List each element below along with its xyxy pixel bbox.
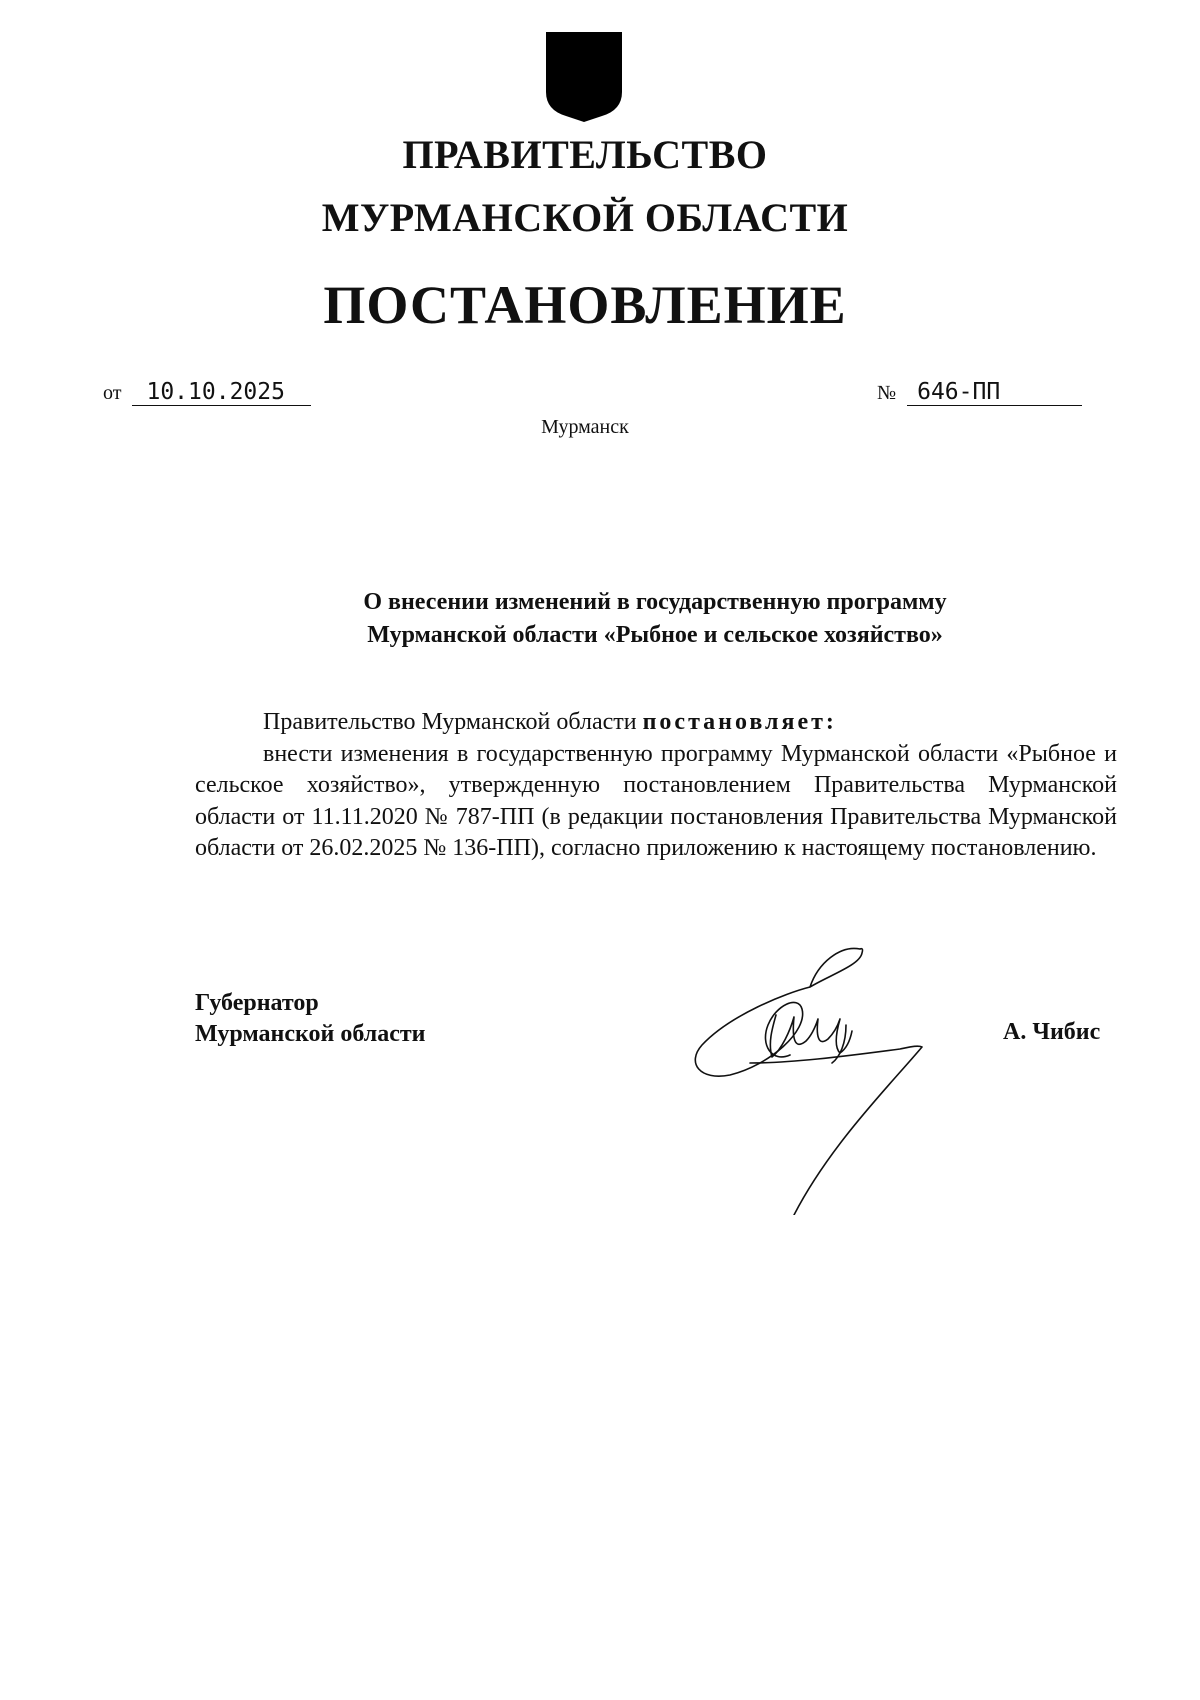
- number-row: [877, 380, 1082, 406]
- handwritten-signature: [690, 945, 950, 1215]
- coat-of-arms-icon: [542, 30, 626, 124]
- date-prefix: от: [103, 382, 122, 404]
- intro-text: Правительство Мурманской области: [263, 709, 643, 735]
- intro-paragraph: [195, 707, 1117, 739]
- signatory-title-line2: Мурманской области: [195, 1021, 426, 1047]
- main-paragraph: внести изменения в государственную программу Мурманской области «Рыбное и сельское хозяйство», утвержденную постановлением Правительства Мурманской области от 11.11.2020 № 787-ПП (в редакции постановления Правительства Мурманской области от 26.02.2025 № 136-ПП), согласно приложению к настоящему постановлению.: [195, 740, 1117, 861]
- document-subject: [195, 586, 1115, 652]
- org-name-line1: ПРАВИТЕЛЬСТВО: [402, 132, 768, 177]
- city: Мурманск: [541, 416, 629, 438]
- number-sign: №: [877, 382, 897, 404]
- document-number: 646-ПП: [907, 380, 1082, 406]
- signatory-title-line1: Губернатор: [195, 990, 319, 1016]
- org-name-line2: МУРМАНСКОЙ ОБЛАСТИ: [321, 195, 849, 240]
- document-type-title: ПОСТАНОВЛЕНИЕ: [323, 275, 847, 335]
- document-date: 10.10.2025: [132, 380, 311, 406]
- document-body: [195, 707, 1117, 865]
- subject-line1: О внесении изменений в государственную программу: [363, 589, 947, 615]
- date-row: [103, 380, 311, 406]
- subject-line2: Мурманской области «Рыбное и сельское хозяйство»: [367, 622, 943, 648]
- signatory-title: [195, 988, 425, 1050]
- signatory-name: А. Чибис: [1003, 1019, 1101, 1045]
- resolves-word: постановляет:: [642, 709, 837, 735]
